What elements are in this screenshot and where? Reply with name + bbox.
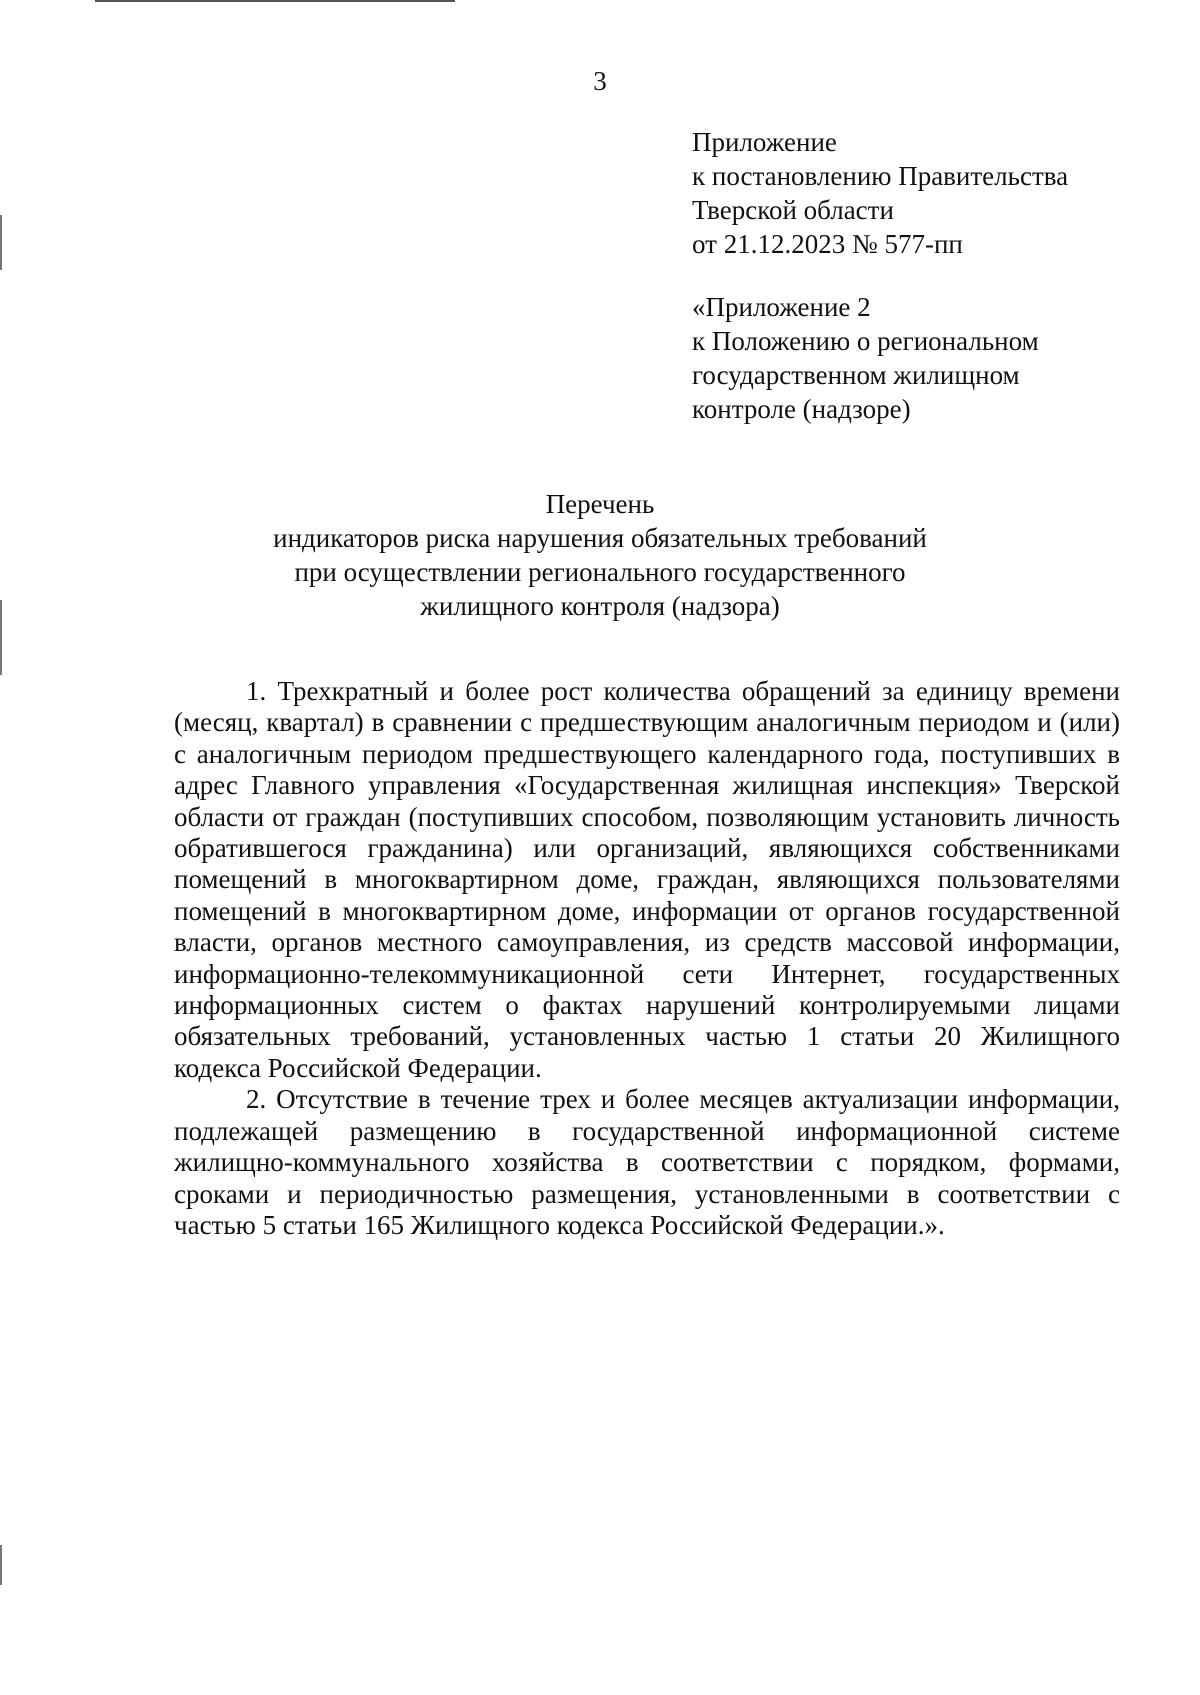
appendix-line: Приложение [692, 127, 837, 157]
appendix-line: к постановлению Правительства [692, 161, 1069, 191]
scan-edge-left [0, 215, 2, 270]
scan-edge-left [0, 1545, 2, 1585]
title-line: при осуществлении регионального государственного [294, 557, 906, 587]
appendix-quoted-line: контроле (надзоре) [692, 394, 911, 424]
appendix-quoted-line: к Положению о региональном [692, 326, 1039, 356]
title-line: жилищного контроля (надзора) [420, 591, 780, 621]
appendix-line: от 21.12.2023 № 577-пп [692, 229, 963, 259]
appendix-line: Тверской области [692, 195, 894, 225]
document-body [174, 676, 1120, 1241]
appendix-quoted-line: государственном жилищном [692, 360, 1020, 390]
document-title [0, 487, 1200, 623]
scan-edge-top [95, 0, 455, 2]
title-line: Перечень [545, 489, 655, 519]
appendix-quoted-line: «Приложение 2 [692, 292, 871, 322]
title-line: индикаторов риска нарушения обязательных требований [273, 523, 927, 553]
page-number: 3 [593, 66, 607, 96]
appendix-quoted-header [692, 290, 1039, 426]
paragraph-1: 1. Трехкратный и более рост количества обращений за единицу времени (месяц, квартал) в сравнении с предшествующим аналогичным периодом и (или) с аналогичным периодом предшествующего календарного года, поступивших в адрес Главного управления «Государственная жилищная инспекция» Тверской области от граждан (поступивших способом, позволяющим установить личность обратившегося гражданина) или организаций, являющихся собственниками помещений в многоквартирном доме, граждан, являющихся пользователями помещений в многоквартирном доме, информации от органов государственной власти, органов местного самоуправления, из средств массовой информации, информационно-телекоммуникационной сети Интернет, государственных информационных систем о фактах нарушений контролируемыми лицами обязательных требований, установленных частью 1 статьи 20 Жилищного кодекса Российской Федерации. [174, 676, 1120, 1083]
appendix-header [692, 125, 1068, 261]
paragraph-2: 2. Отсутствие в течение трех и более месяцев актуализации информации, подлежащей размещению в государственной информационной системе жилищно-коммунального хозяйства в соответствии с порядком, формами, сроками и периодичностью размещения, установленными в соответствии с частью 5 статьи 165 Жилищного кодекса Российской Федерации.». [174, 1084, 1120, 1240]
